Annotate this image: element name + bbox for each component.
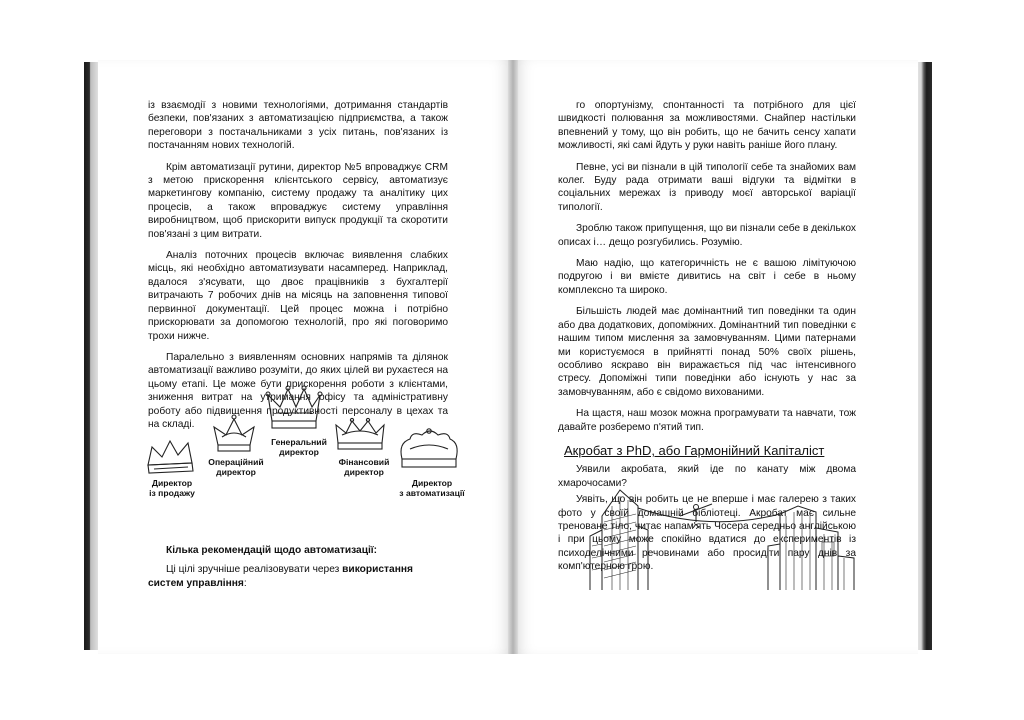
crown-label-sales: Директор із продажу [149, 478, 195, 498]
crown-icon [401, 429, 457, 467]
crown-label-general: Генеральний директор [271, 437, 327, 457]
paragraph: Маю надію, що категоричність не є вашою лімітуючою подругою і ви вмієте дивитись на світ і себе в ньому комплексно та широко. [558, 258, 856, 296]
paragraph: На щастя, наш мозок можна програмувати та навчати, тож давайте розберемо п'ятий тип. [558, 408, 856, 433]
acrobat-skyscrapers-illustration [580, 486, 870, 596]
recommendations-text-bold: використання систем управління [148, 564, 413, 589]
paragraph: Уявили акробата, який іде по канату між двома хмарочосами? [558, 464, 856, 489]
crown-label-finance: Фінансовий директор [338, 457, 390, 477]
recommendations-text-end: : [243, 577, 247, 589]
recommendations-block [148, 544, 448, 590]
crown-icon [336, 418, 384, 449]
paragraph: Паралельно з виявленням основних напрямів та ділянок автоматизації важливо розуміти, до яких цілей ви рухаєтеся на цьому етапі. Це може бути прискорення роботи з клієнтами, зниження витрат на утримання офісу та адміністративну роботу або підвищення продуктивності персоналу в цехах та на складі. [148, 351, 448, 430]
section-heading: Акробат з PhD, або Гармонійний Капіталіст [564, 442, 825, 458]
crown-label-operational: Операційний директор [208, 457, 264, 477]
paragraph: Зроблю також припущення, що ви пізнали себе в декількох описах і… дещо розгубились. Розумію. [558, 223, 856, 248]
paragraph: із взаємодії з новими технологіями, дотримання стандартів безпеки, пов'язаних з автоматизацією підприємства, а також переговори з постачальниками з усіх питань, пов'язаних із постачанням нових технологій. [148, 100, 448, 152]
recommendations-text [148, 563, 448, 590]
crown-icon [148, 441, 193, 473]
crown-icon [266, 386, 322, 428]
paragraph: Більшість людей має домінантний тип поведінки та один або два додаткових, допоміжних. Домінантний тип поведінки є нашим типом мислення за замовчуванням. Цими патернами ми користуємося в прийнятті понад 50% своїх рішень, особливо яскраво він виражається під час інтенсивного стресу. Допоміжні типи поведінки або існують у нас за замовчуванням, або є свідомо вихованими. [558, 306, 856, 398]
paragraph: Уявіть, що він робить це не вперше і має галерею з таких фото у своїй домашній бібліотеці. Акробат має сильне треноване тіло, читає напам'ять Чосера середньо англійською і при цьому може спокійно вдатися до експериментів із психоделічними речовинами або просидіти пару днів за комп'ютерною грою. [558, 494, 856, 573]
recommendations-title: Кілька рекомендацій щодо автоматизації: [166, 545, 378, 556]
crown-icon [214, 415, 254, 451]
paragraph: Певне, усі ви пізнали в цій типології себе та знайомих вам колег. Буду рада отримати ваші відгуки та відмітки в соціальних мережах із приводу моєї авторської варіації типології. [558, 161, 856, 213]
paragraph: Аналіз поточних процесів включає виявлення слабких місць, які необхідно автоматизувати насамперед. Наприклад, вдалося з'ясувати, що двоє працівників з бухгалтерії витрачають 7 робочих днів на місяць на заповнення типової первинної документації. Цей процес можна і потрібно прискорювати за допомогою технологій, про які поговоримо трохи нижче. [148, 250, 448, 342]
recommendations-text-start: Ці цілі зручніше реалізовувати через [166, 564, 343, 576]
paragraph: Крім автоматизації рутини, директор №5 впроваджує CRM з метою прискорення клієнтського сервісу, автоматизує маркетингову компанію, систему продажу та аналітику цих процесів, а також впроваджує систему управління виробництвом, щоб прискорити випуск продукції та скоротити пов'язані з цим витрати. [148, 161, 448, 240]
paragraph: го опортунізму, спонтанності та потрібного для цієї швидкості полювання за можливостями. Снайпер настільки впевнений у тому, що він робить, що не бачить сенсу хапати можливості, які самі йдуть у руки навіть раніше його плану. [558, 100, 856, 152]
book-gutter [508, 60, 518, 654]
crown-label-automation: Директор з автоматизації [399, 478, 465, 498]
